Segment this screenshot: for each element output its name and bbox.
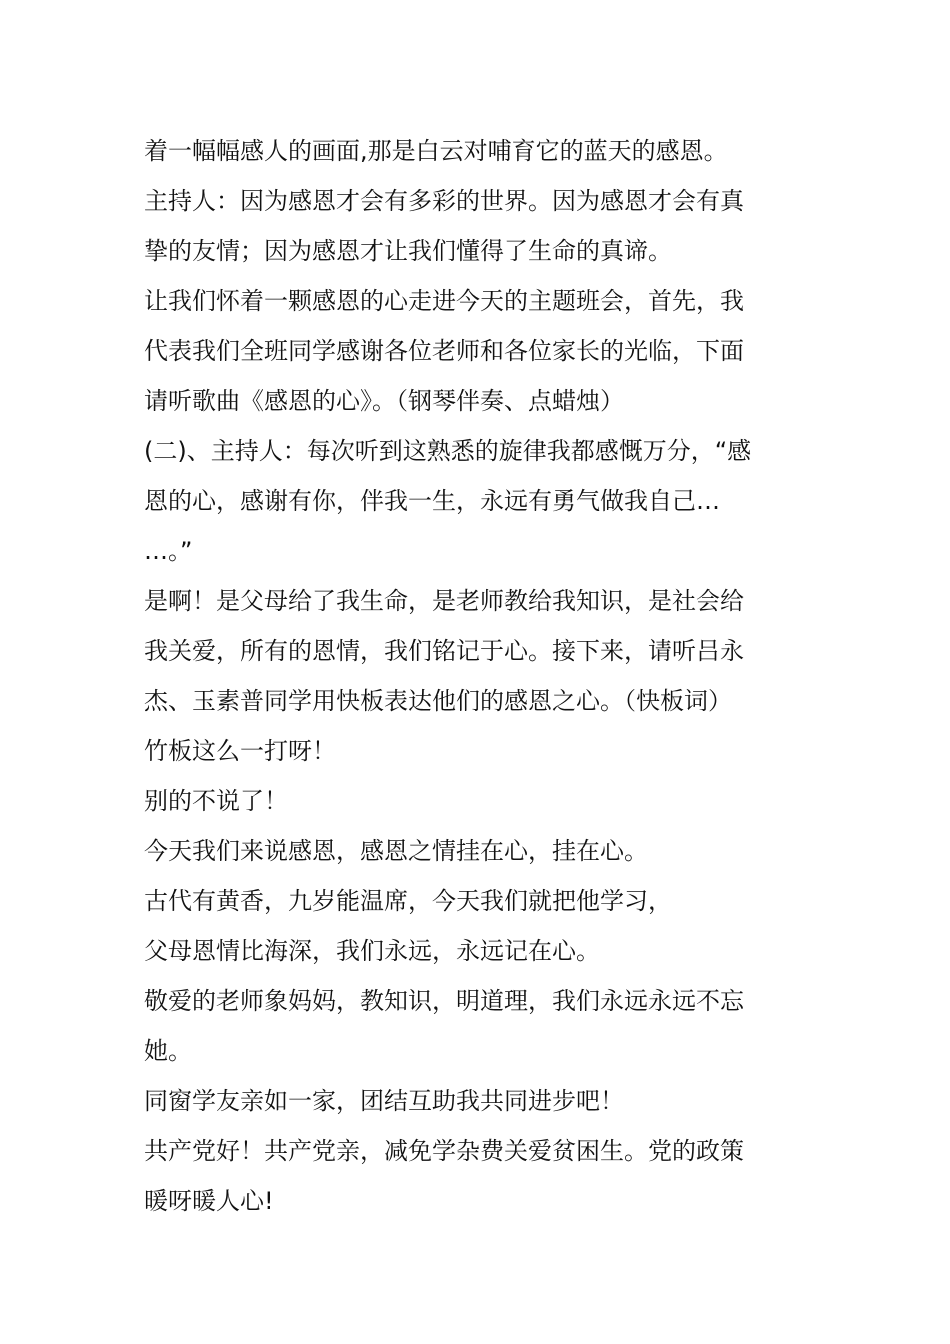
document-body <box>144 126 808 1226</box>
text-line: 别的不说了！ <box>144 787 288 815</box>
text-line: 她。 <box>144 1037 192 1065</box>
text-line: 敬爱的老师象妈妈，教知识，明道理，我们永远永远不忘 <box>144 987 744 1015</box>
text-line: 竹板这么一打呀！ <box>144 737 336 765</box>
text-line: 同窗学友亲如一家，团结互助我共同进步吧！ <box>144 1087 624 1115</box>
text-line: 我关爱，所有的恩情，我们铭记于心。接下来，请听吕永 <box>144 637 744 665</box>
text-line: 让我们怀着一颗感恩的心走进今天的主题班会，首先，我 <box>144 287 744 315</box>
text-line: (二)、主持人：每次听到这熟悉的旋律我都感慨万分，“感 <box>144 437 752 465</box>
text-line: 着一幅幅感人的画面,那是白云对哺育它的蓝天的感恩。 <box>144 137 728 165</box>
text-line: 共产党好！共产党亲，减免学杂费关爱贫困生。党的政策 <box>144 1137 744 1165</box>
text-line: 父母恩情比海深，我们永远，永远记在心。 <box>144 937 600 965</box>
text-line: 挚的友情；因为感恩才让我们懂得了生命的真谛。 <box>144 237 672 265</box>
text-line: 代表我们全班同学感谢各位老师和各位家长的光临，下面 <box>144 337 744 365</box>
text-line: 暖呀暖人心! <box>144 1187 274 1215</box>
text-line: …。” <box>144 537 193 565</box>
text-line: 恩的心，感谢有你，伴我一生，永远有勇气做我自己… <box>144 487 720 515</box>
text-line: 主持人：因为感恩才会有多彩的世界。因为感恩才会有真 <box>144 187 744 215</box>
text-line: 今天我们来说感恩，感恩之情挂在心，挂在心。 <box>144 837 648 865</box>
text-line: 杰、玉素普同学用快板表达他们的感恩之心。（快板词） <box>144 687 732 715</box>
text-line: 古代有黄香，九岁能温席，今天我们就把他学习， <box>144 887 672 915</box>
text-line: 请听歌曲《感恩的心》。（钢琴伴奏、点蜡烛） <box>144 387 624 415</box>
text-line: 是啊！是父母给了我生命，是老师教给我知识，是社会给 <box>144 587 744 615</box>
